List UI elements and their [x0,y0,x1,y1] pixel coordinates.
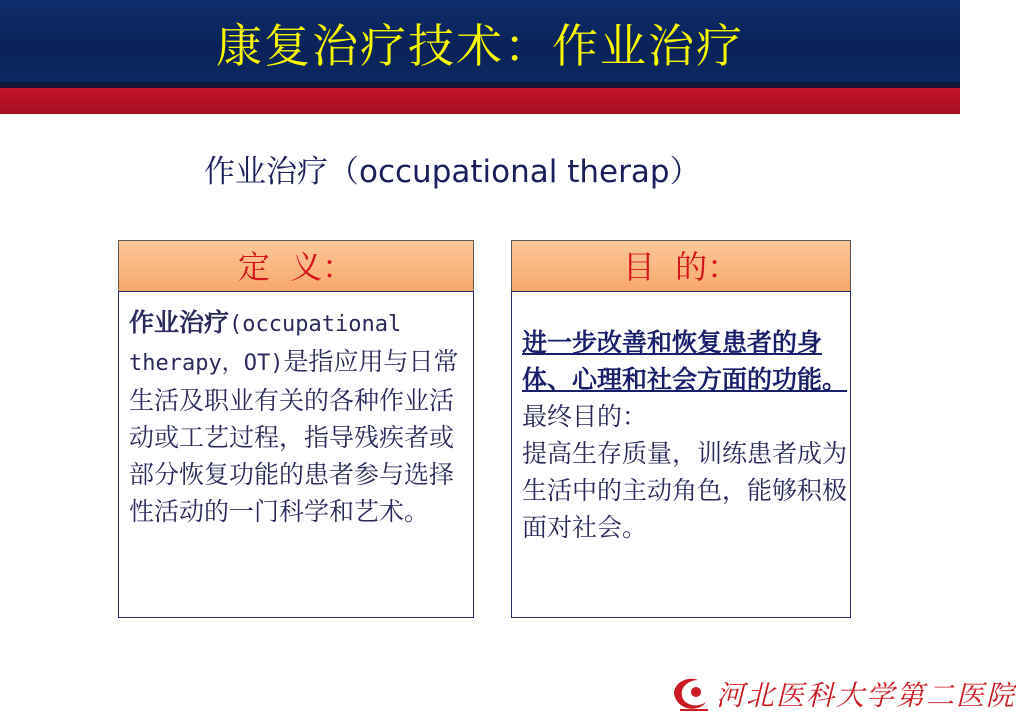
purpose-box [511,291,851,618]
purpose-header-label: 目 的： [622,248,740,286]
purpose-text [522,324,848,546]
hospital-logo [668,672,1016,716]
definition-header-label: 定 义： [237,248,355,286]
definition-term: 作业治疗 [129,308,230,337]
definition-header [118,240,474,292]
purpose-final-label: 最终目的： [522,402,648,431]
definition-body: 是指应用与日常生活及职业有关的各种作业活动或工艺过程，指导残疾者或部分恢复功能的患者参与选择性活动的一门科学和艺术。 [129,347,459,526]
purpose-header [511,240,851,292]
slide-title: 康复治疗技术：作业治疗 [216,19,744,73]
purpose-final-text: 提高生存质量，训练患者成为生活中的主动角色，能够积极面对社会。 [522,439,848,542]
header-red-stripe [0,88,960,114]
purpose-main-text: 进一步改善和恢复患者的身体、心理和社会方面的功能。 [522,328,848,394]
definition-term-en: (occupational therapy，OT) [129,312,402,376]
definition-box [118,291,474,618]
definition-text [129,304,469,530]
hospital-logo-text: 河北医科大学第二医院 [716,679,1016,712]
slide-subtitle: 作业治疗（occupational therap） [204,154,701,190]
hospital-emblem-icon [668,672,714,716]
